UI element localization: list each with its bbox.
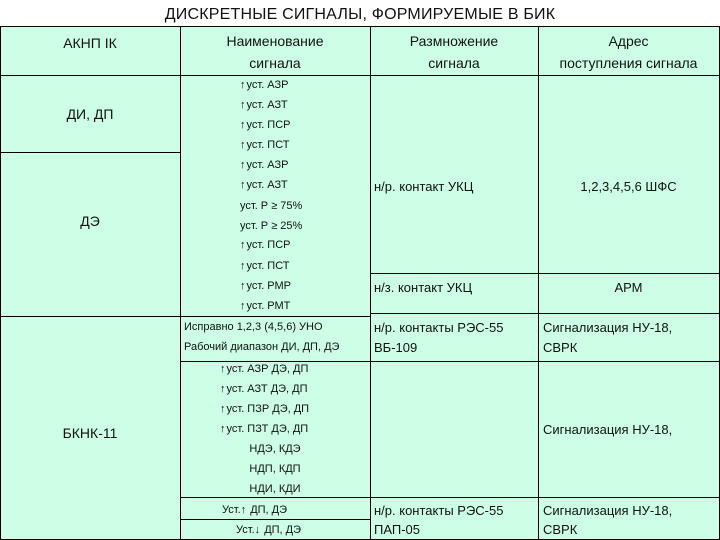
signal-row: НДП, КДП: [249, 463, 301, 475]
addr-cell-1: 1,2,3,4,5,6 ШФС: [580, 179, 677, 194]
mult-cell-2: н/з. контакт УКЦ: [374, 280, 473, 295]
group-di-dp: ДИ, ДП: [66, 106, 114, 122]
header-col2-line2: сигнала: [249, 55, 301, 71]
signal-row: уст. Р ≥ 75%: [240, 200, 303, 212]
down-arrow-icon: ↓: [254, 524, 261, 536]
addr-cell-3-line1: Сигнализация НУ-18,: [543, 320, 673, 335]
signal-row: НДЭ, КДЭ: [249, 443, 301, 455]
signal-row: ↑уст. АЗТ ДЭ, ДП: [220, 383, 308, 395]
mult-sep-1: [370, 273, 720, 274]
up-arrow-icon: ↑: [240, 79, 246, 91]
signal-row: Исправно 1,2,3 (4,5,6) УНО: [184, 321, 323, 333]
header-col4-line2: поступления сигнала: [559, 55, 698, 71]
up-arrow-icon: ↑: [240, 159, 246, 171]
signal-row: ↑уст. ПСР: [240, 119, 291, 131]
signal-row: Уст.↑ ДП, ДЭ: [222, 504, 288, 516]
header-col3-line1: Размножение: [409, 33, 499, 49]
addr-cell-4: Сигнализация НУ-18,: [543, 422, 673, 437]
mult-cell-4-line1: н/р. контакты РЭС-55: [374, 503, 504, 518]
col-divider-2: [370, 26, 371, 540]
signal-row: ↑уст. РМР: [240, 280, 292, 292]
mult-cell-1: н/р. контакт УКЦ: [374, 179, 474, 194]
signal-row: Уст.↓ ДП, ДЭ: [236, 524, 302, 536]
header-col4-line1: Адрес: [608, 33, 649, 49]
signal-row: ↑уст. АЗР: [240, 79, 289, 91]
row-border-21: [180, 497, 370, 498]
signal-row: ↑уст. ПЗР ДЭ, ДП: [220, 403, 310, 415]
up-arrow-icon: ↑: [240, 239, 246, 251]
group-de: ДЭ: [80, 213, 100, 229]
signal-row: ↑уст. АЗТ: [240, 99, 288, 111]
mult-cell-3-line1: н/р. контакты РЭС-55: [374, 320, 504, 335]
mult-sep-3: [370, 361, 720, 362]
up-arrow-icon: ↑: [220, 383, 226, 395]
up-arrow-icon: ↑: [240, 260, 246, 272]
header-col2-line1: Наименование: [226, 33, 324, 49]
header-bottom-border: [0, 75, 720, 76]
addr-cell-5-line2: СВРК: [543, 522, 578, 537]
header-col3-line2: сигнала: [428, 55, 480, 71]
signal-row: ↑уст. РМТ: [240, 300, 291, 312]
mult-sep-4: [370, 497, 720, 498]
table-left-border: [0, 26, 1, 540]
up-arrow-icon: ↑: [220, 403, 226, 415]
up-arrow-icon: ↑: [220, 423, 226, 435]
signal-row: ↑уст. АЗР: [240, 159, 289, 171]
page-title: ДИСКРЕТНЫЕ СИГНАЛЫ, ФОРМИРУЕМЫЕ В БИК: [164, 6, 556, 23]
addr-cell-5-line1: Сигнализация НУ-18,: [543, 503, 673, 518]
up-arrow-icon: ↑: [240, 300, 246, 312]
up-arrow-icon: ↑: [240, 179, 246, 191]
up-arrow-icon: ↑: [240, 119, 246, 131]
group-bknk: БКНК-11: [62, 425, 118, 441]
up-arrow-icon: ↑: [240, 504, 247, 516]
header-col1: АКНП IК: [63, 35, 117, 51]
mult-cell-4-line2: ПАП-05: [374, 522, 421, 537]
di-dp-group-border: [0, 152, 180, 153]
up-arrow-icon: ↑: [240, 139, 246, 151]
addr-cell-2: АРМ: [614, 280, 643, 295]
mult-cell-3-line2: ВБ-109: [374, 340, 418, 355]
up-arrow-icon: ↑: [220, 363, 226, 375]
signal-row: ↑уст. АЗТ: [240, 179, 288, 191]
signal-row: ↑уст. ПЗТ ДЭ, ДП: [220, 423, 309, 435]
signal-row: НДИ, КДИ: [249, 483, 301, 495]
up-arrow-icon: ↑: [240, 99, 246, 111]
table-top-border: [0, 26, 720, 27]
up-arrow-icon: ↑: [240, 280, 246, 292]
signal-row: ↑уст. ПСТ: [240, 139, 290, 151]
signal-row: ↑уст. ПСР: [240, 239, 291, 251]
signal-row: Рабочий диапазон ДИ, ДП, ДЭ: [184, 341, 340, 353]
row-border-22: [180, 519, 370, 520]
addr-cell-3-line2: СВРК: [543, 340, 578, 355]
signal-row: уст. Р ≥ 25%: [240, 220, 303, 232]
signal-row: ↑уст. АЗР ДЭ, ДП: [220, 363, 309, 375]
mult-sep-2: [370, 313, 720, 314]
signal-row: ↑уст. ПСТ: [240, 260, 290, 272]
de-group-border: [0, 316, 370, 317]
